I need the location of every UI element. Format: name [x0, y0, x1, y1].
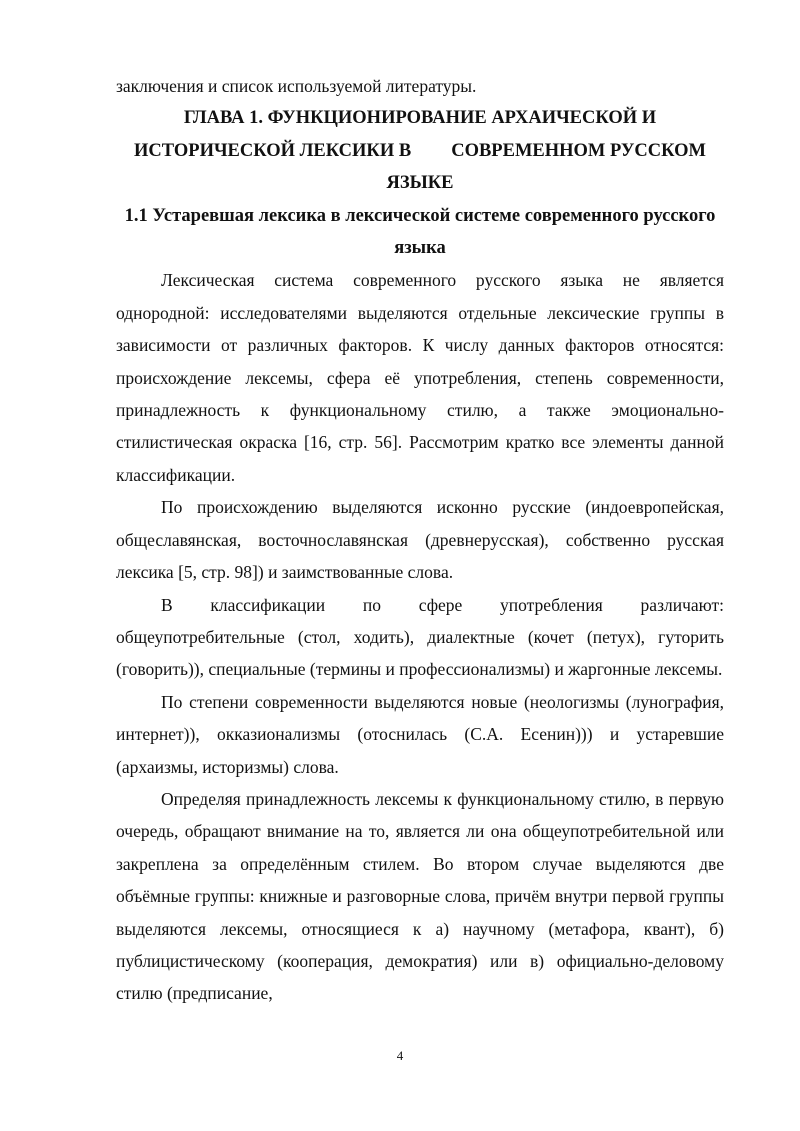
chapter-heading-line-3: ЯЗЫКЕ	[386, 173, 454, 194]
chapter-heading-line-1: ГЛАВА 1. ФУНКЦИОНИРОВАНИЕ АРХАИЧЕСКОЙ И	[183, 108, 657, 129]
chapter-heading	[116, 102, 724, 199]
paragraph: По происхождению выделяются исконно русские (индоевропейская, общеславянская, восточнославянская (древнерусская), собственно русская лексика [5, стр. 98]) и заимствованные слова.	[116, 497, 724, 583]
chapter-heading-line-2-part-2: СОВРЕМЕННОМ РУССКОМ	[451, 140, 706, 161]
paragraph: Лексическая система современного русского языка не является однородной: исследователями выделяются отдельные лексические группы в зависимости от различных факторов. К числу данных факторов относятся: происхождение лексемы, сфера её употребления, степень современности, принадлежность к функциональному стилю, а также эмоционально- стилистическая окраска [16, стр. 56]. Рассмотрим кратко все элементы данной классификации.	[116, 270, 724, 485]
page-number: 4	[396, 1048, 404, 1063]
paragraph: По степени современности выделяются новые (неологизмы (лунография, интернет)), окказионализмы (отоснилась (С.А. Есенин))) и устаревшие (архаизмы, историзмы) слова.	[116, 691, 724, 777]
chapter-heading-line-2-part-1: ИСТОРИЧЕСКОЙ ЛЕКСИКИ В	[134, 140, 412, 161]
section-heading: 1.1 Устаревшая лексика в лексической системе современного русского языка	[124, 205, 716, 259]
chapter-heading-line-2	[116, 135, 724, 167]
paragraph: Определяя принадлежность лексемы к функциональному стилю, в первую очередь, обращают внимание на то, является ли она общеупотребительной или закреплена за определённым стилем. Во втором случае выделяются две объёмные группы: книжные и разговорные слова, причём внутри первой группы выделяются лексемы, относящиеся к а) научному (метафора, квант), б) публицистическому (кооперация, демократия) или в) официально-деловому стилю (предписание,	[116, 788, 724, 1004]
paragraph: В классификации по сфере употребления различают: общеупотребительные (стол, ходить), диалектные (кочет (петух), гуторить (говорить)), специальные (термины и профессионализмы) и жаргонные лексемы.	[116, 594, 724, 680]
page-content	[116, 70, 724, 1010]
intro-line: заключения и список используемой литературы.	[116, 76, 477, 96]
